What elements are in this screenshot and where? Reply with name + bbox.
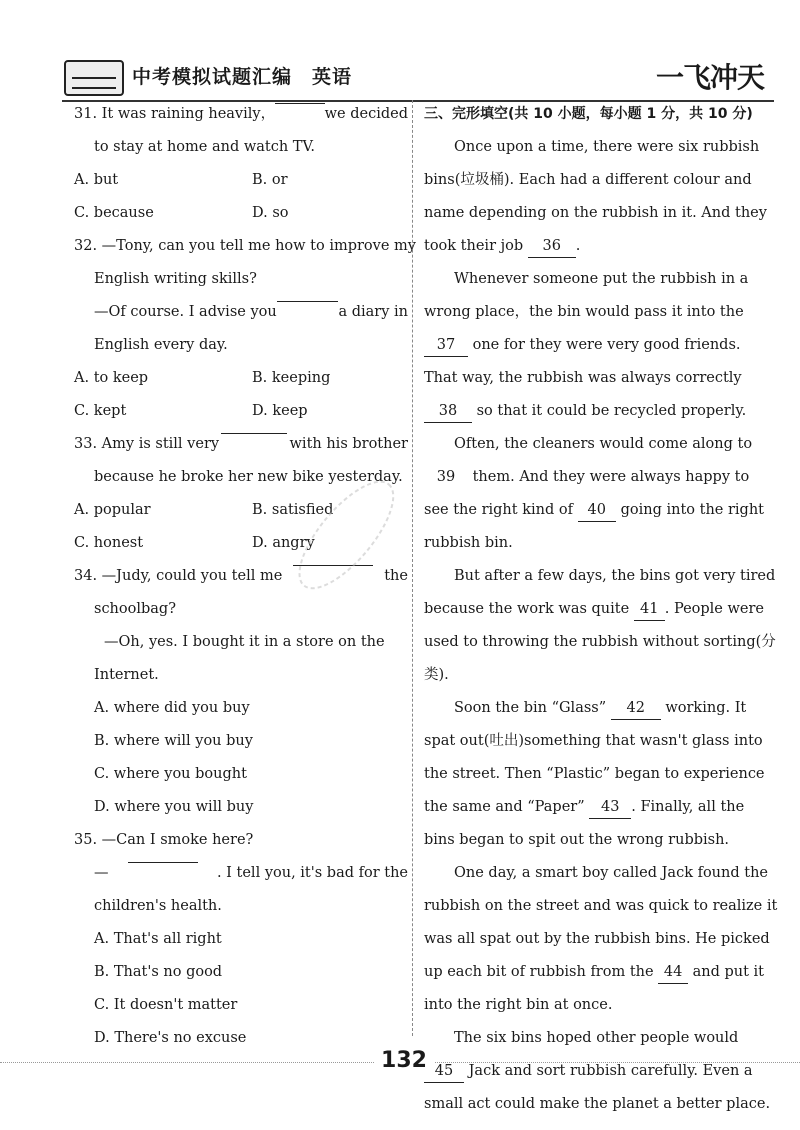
- question-34-option-a: A. where did you buy: [94, 700, 250, 716]
- question-35-option-d: D. There's no excuse: [94, 1030, 247, 1046]
- passage-line: because the work was quite 41 . People were: [424, 598, 764, 631]
- passage-line: But after a few days, the bins got very tired: [454, 568, 776, 584]
- passage-line: used to throwing the rubbish without sorting(分: [424, 634, 776, 650]
- passage-line: Often, the cleaners would come along to: [454, 436, 753, 452]
- question-35-reply-cont: children's health.: [94, 898, 222, 914]
- page-number: 132: [374, 1048, 434, 1073]
- question-34-reply-cont: Internet.: [94, 667, 159, 683]
- question-35-option-a: A. That's all right: [94, 931, 222, 947]
- brand-title: 一飞冲天: [655, 61, 764, 94]
- question-33-options-cd: C. honest D. angry: [74, 535, 315, 551]
- blank-38: 38: [424, 400, 472, 423]
- question-32-stem: 32. —Tony, can you tell me how to improve my: [74, 238, 416, 254]
- answer-blank: [128, 862, 198, 863]
- passage-line: 37 one for they were very good friends.: [424, 334, 764, 367]
- passage-line: rubbish bin.: [424, 535, 513, 551]
- question-35-reply: — . I tell you, it's bad for the: [74, 862, 408, 895]
- question-34-option-d: D. where you will buy: [94, 799, 254, 815]
- answer-blank: [221, 433, 287, 434]
- question-32-options-ab: A. to keep B. keeping: [74, 370, 331, 386]
- passage-line: was all spat out by the rubbish bins. He picked: [424, 931, 770, 947]
- blank-45: 45: [424, 1060, 464, 1083]
- question-31-stem: 31. It was raining heavily， we decided: [74, 103, 408, 136]
- passage-line: One day, a smart boy called Jack found the: [454, 865, 768, 881]
- passage-line: The six bins hoped other people would: [454, 1030, 739, 1046]
- passage-line: into the right bin at once.: [424, 997, 613, 1013]
- passage-line: 39 them. And they were always happy to: [424, 466, 764, 499]
- question-31-stem-cont: to stay at home and watch TV.: [94, 139, 316, 155]
- question-33-stem: 33. Amy is still very with his brother: [74, 433, 408, 466]
- section-title: 三、完形填空(共 10 小题，每小题 1 分，共 10 分): [424, 106, 753, 122]
- passage-line: rubbish on the street and was quick to realize it: [424, 898, 778, 914]
- blank-39: 39: [436, 469, 456, 485]
- question-32-reply-cont: English every day.: [94, 337, 228, 353]
- question-32-reply: —Of course. I advise you a diary in: [74, 301, 408, 334]
- series-title: 中考模拟试题汇编 英语: [132, 66, 353, 88]
- question-34-stem-cont: schoolbag?: [94, 601, 176, 617]
- blank-43: 43: [589, 796, 631, 819]
- question-32-options-cd: C. kept D. keep: [74, 403, 308, 419]
- question-34-option-b: B. where will you buy: [94, 733, 253, 749]
- question-34-option-c: C. where you bought: [94, 766, 247, 782]
- publisher-logo: [64, 60, 124, 96]
- page-header: [62, 56, 774, 102]
- answer-blank: [277, 301, 339, 302]
- passage-line: spat out(吐出)something that wasn't glass into: [424, 733, 763, 749]
- passage-line: 45 Jack and sort rubbish carefully. Even a: [424, 1060, 764, 1093]
- passage-line: That way, the rubbish was always correctly: [424, 370, 742, 386]
- blank-36: 36: [528, 235, 576, 258]
- question-35-stem: 35. —Can I smoke here?: [74, 832, 254, 848]
- question-31-options-cd: C. because D. so: [74, 205, 289, 221]
- passage-line: 类).: [424, 667, 449, 683]
- blank-41: 41: [634, 598, 665, 621]
- question-33-stem-cont: because he broke her new bike yesterday.: [94, 469, 403, 485]
- passage-line: Once upon a time, there were six rubbish: [454, 139, 760, 155]
- passage-line: up each bit of rubbish from the 44 and put it: [424, 961, 764, 994]
- passage-line: took their job 36 .: [424, 235, 764, 268]
- question-34-stem: 34. —Judy, could you tell me the: [74, 565, 408, 598]
- passage-line: bins(垃圾桶). Each had a different colour and: [424, 172, 752, 188]
- blank-44: 44: [658, 961, 688, 984]
- question-33-options-ab: A. popular B. satisfied: [74, 502, 334, 518]
- question-32-stem-cont: English writing skills?: [94, 271, 257, 287]
- passage-line: Whenever someone put the rubbish in a: [454, 271, 749, 287]
- answer-blank: [275, 103, 325, 104]
- header-rule: [62, 100, 774, 102]
- passage-line: name depending on the rubbish in it. And they: [424, 205, 767, 221]
- passage-line: Soon the bin “Glass” 42 working. It: [424, 697, 764, 730]
- blank-40: 40: [578, 499, 616, 522]
- question-34-reply: —Oh, yes. I bought it in a store on the: [104, 634, 385, 650]
- passage-line: bins began to spit out the wrong rubbish.: [424, 832, 730, 848]
- blank-37: 37: [424, 334, 468, 357]
- passage-line: small act could make the planet a better place.: [424, 1096, 771, 1112]
- question-35-option-c: C. It doesn't matter: [94, 997, 238, 1013]
- question-31-options-ab: A. but B. or: [74, 172, 288, 188]
- passage-line: see the right kind of 40 going into the right: [424, 499, 764, 532]
- passage-line: the same and “Paper” 43 . Finally, all the: [424, 796, 764, 829]
- blank-42: 42: [611, 697, 661, 720]
- passage-line: wrong place，the bin would pass it into the: [424, 304, 744, 320]
- passage-line: 38 so that it could be recycled properly.: [424, 400, 764, 433]
- passage-line: the street. Then “Plastic” began to experience: [424, 766, 765, 782]
- question-35-option-b: B. That's no good: [94, 964, 223, 980]
